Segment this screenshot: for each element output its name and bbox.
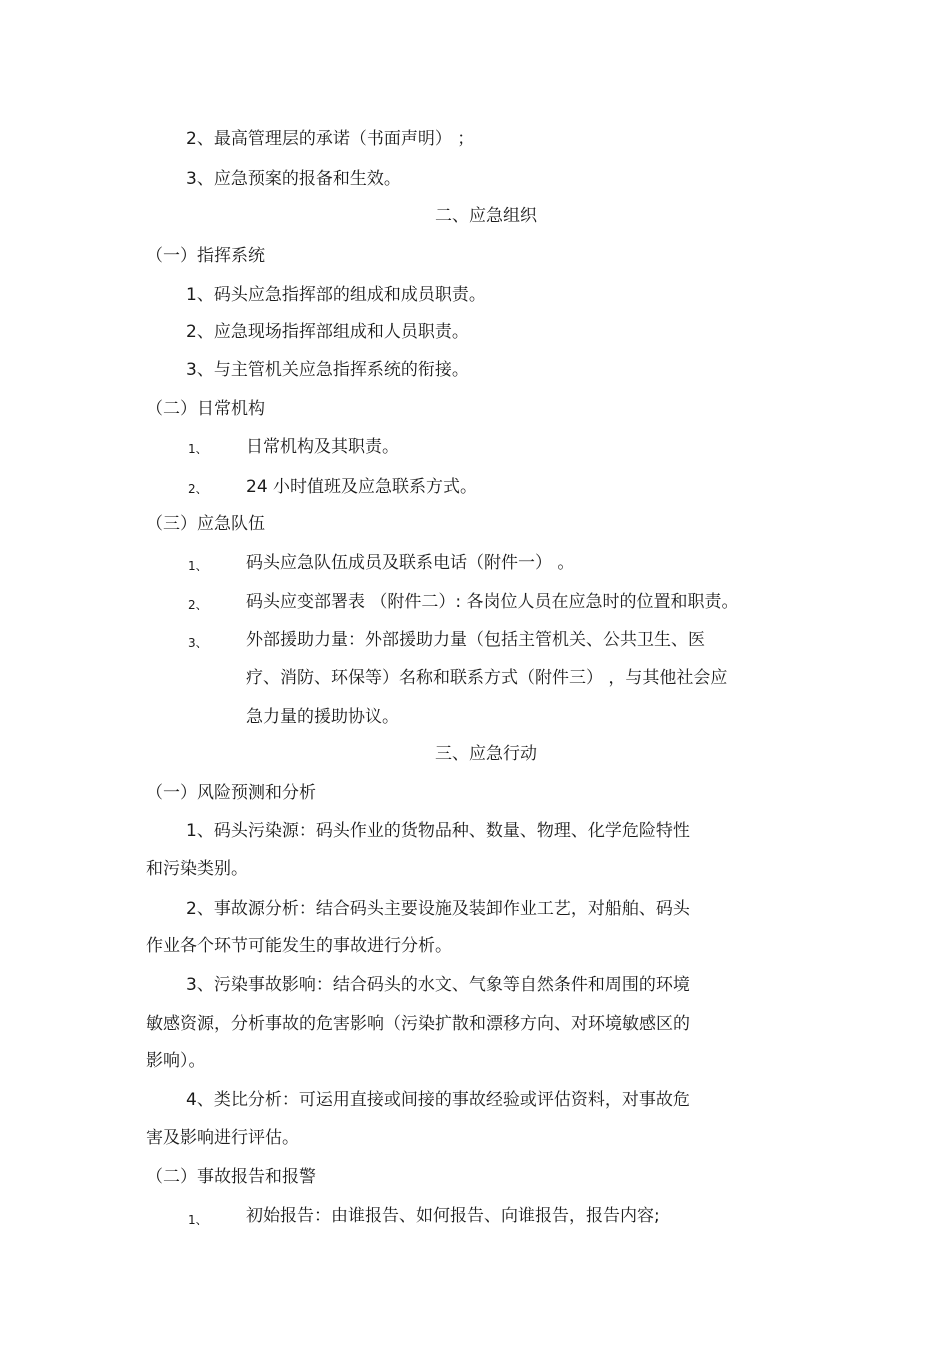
list-number: 2、 [188, 598, 208, 612]
list-item: 3、与主管机关应急指挥系统的衔接。 [186, 360, 469, 380]
list-number: 3、 [188, 636, 208, 650]
paragraph-line: 敏感资源，分析事故的危害影响（污染扩散和漂移方向、对环境敏感区的 [146, 1014, 690, 1034]
list-item: 3、应急预案的报备和生效。 [186, 169, 401, 189]
list-item: 初始报告：由谁报告、如何报告、向谁报告，报告内容; [246, 1206, 660, 1226]
list-item: 外部援助力量：外部援助力量（包括主管机关、公共卫生、医 [246, 630, 705, 650]
section-heading: 二、应急组织 [435, 206, 537, 226]
list-item: 码头应变部署表 （附件二）: 各岗位人员在应急时的位置和职责。 [246, 592, 739, 612]
section-heading: 三、应急行动 [435, 744, 537, 764]
list-item: 2、应急现场指挥部组成和人员职责。 [186, 322, 469, 342]
paragraph-line: 3、污染事故影响：结合码头的水文、气象等自然条件和周围的环境 [186, 975, 690, 995]
subsection-heading: （一）指挥系统 [146, 246, 265, 266]
list-number: 1、 [188, 559, 208, 573]
paragraph-line: 害及影响进行评估。 [146, 1128, 299, 1148]
paragraph-line: 1、码头污染源：码头作业的货物品种、数量、物理、化学危险特性 [186, 821, 690, 841]
subsection-heading: （三）应急队伍 [146, 514, 265, 534]
paragraph-line: 影响）。 [146, 1051, 206, 1071]
list-item: 日常机构及其职责。 [246, 437, 399, 457]
subsection-heading: （二）事故报告和报警 [146, 1167, 316, 1187]
paragraph-line: 和污染类别。 [146, 859, 248, 879]
list-item-continuation: 疗、消防、环保等）名称和联系方式（附件三） ，与其他社会应 [246, 668, 728, 688]
paragraph-line: 4、类比分析：可运用直接或间接的事故经验或评估资料，对事故危 [186, 1090, 690, 1110]
list-item: 码头应急队伍成员及联系电话（附件一） 。 [246, 553, 575, 573]
list-number: 1、 [188, 1213, 208, 1227]
list-item: 1、码头应急指挥部的组成和成员职责。 [186, 285, 486, 305]
list-number: 2、 [188, 482, 208, 496]
list-item: 2、最高管理层的承诺（书面声明） ； [186, 129, 475, 149]
list-item: 24 小时值班及应急联系方式。 [246, 477, 478, 497]
subsection-heading: （一）风险预测和分析 [146, 783, 316, 803]
paragraph-line: 2、事故源分析：结合码头主要设施及装卸作业工艺，对船舶、码头 [186, 899, 690, 919]
subsection-heading: （二）日常机构 [146, 399, 265, 419]
paragraph-line: 作业各个环节可能发生的事故进行分析。 [146, 936, 452, 956]
list-number: 1、 [188, 442, 208, 456]
list-item-continuation: 急力量的援助协议。 [246, 707, 399, 727]
